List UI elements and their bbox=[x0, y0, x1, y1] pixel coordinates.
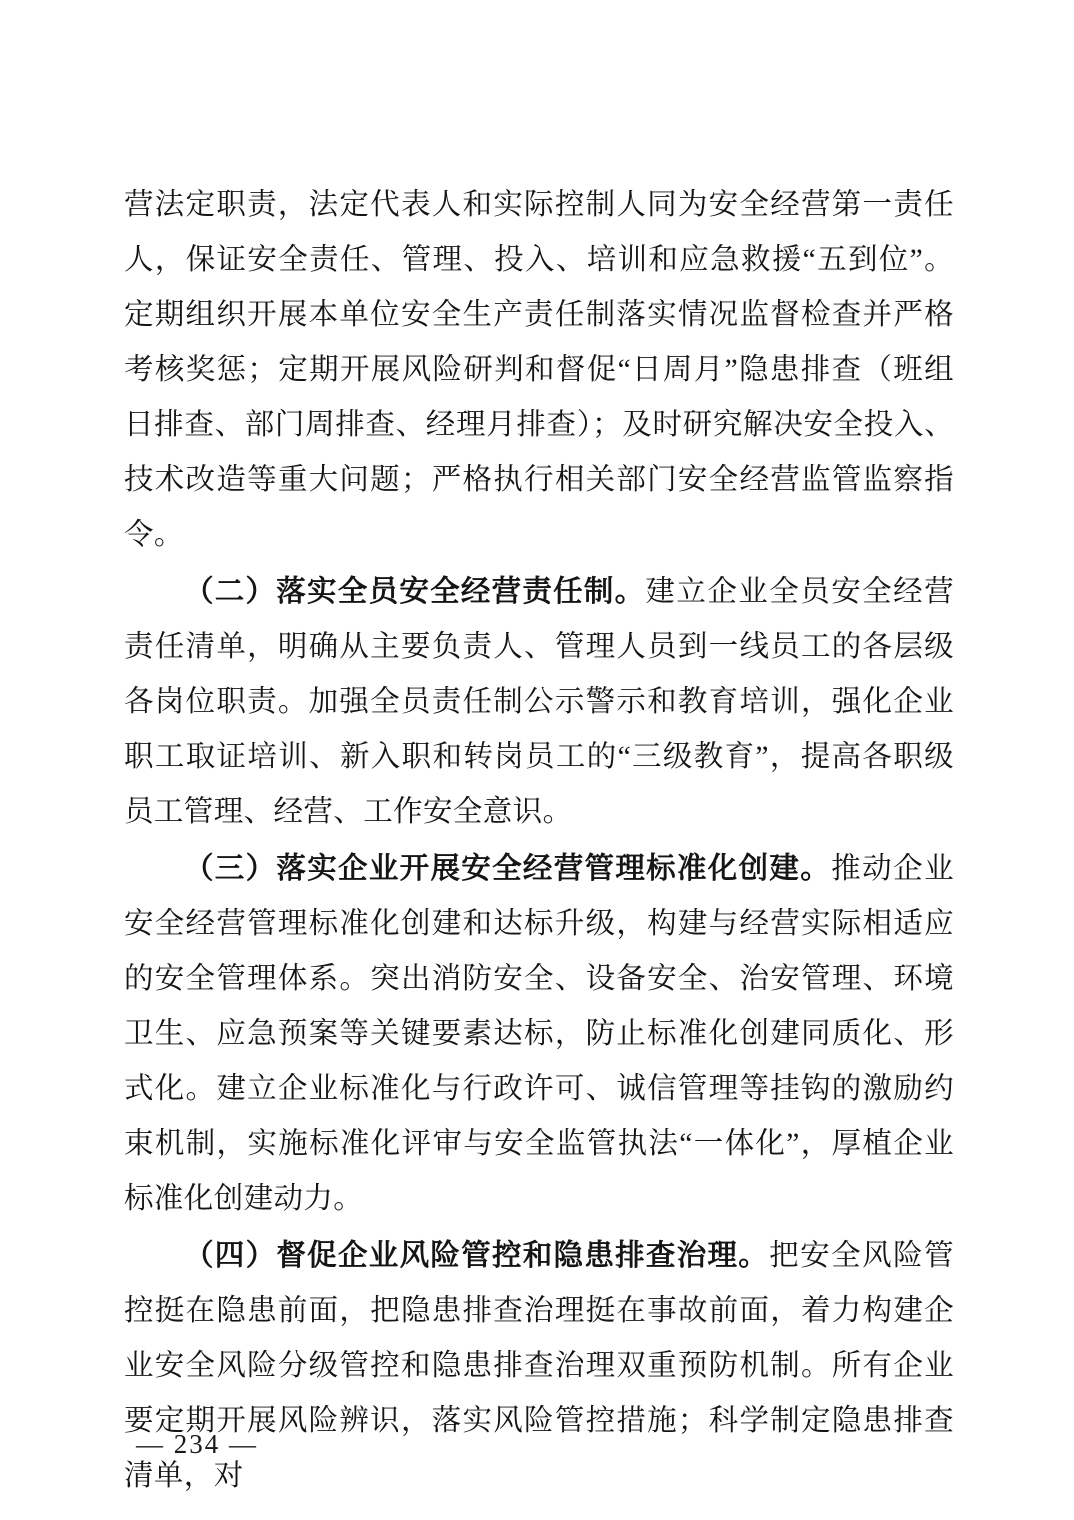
paragraph-item-3 bbox=[124, 840, 954, 1227]
paragraph-heading: （三）落实企业开展安全经营管理标准化创建。 bbox=[184, 850, 832, 885]
paragraph-continuation bbox=[124, 178, 954, 563]
page-number: — 234 — bbox=[136, 1429, 258, 1459]
paragraph-item-2 bbox=[124, 563, 954, 840]
paragraph-heading: （四）督促企业风险管控和隐患排查治理。 bbox=[184, 1237, 770, 1272]
paragraph-text: 建立企业全员安全经营责任清单，明确从主要负责人、管理人员到一线员工的各层级各岗位职责。加强全员责任制公示警示和教育培训，强化企业职工取证培训、新入职和转岗员工的“三级教育”，提高各职级员工管理、经营、工作安全意识。 bbox=[124, 576, 954, 828]
paragraph-item-4 bbox=[124, 1227, 954, 1504]
page-footer bbox=[0, 1429, 1074, 1460]
page-body bbox=[124, 178, 954, 1504]
paragraph-text: 推动企业安全经营管理标准化创建和达标升级，构建与经营实际相适应的安全管理体系。突出消防安全、设备安全、治安管理、环境卫生、应急预案等关键要素达标，防止标准化创建同质化、形式化。建立企业标准化与行政许可、诚信管理等挂钩的激励约束机制，实施标准化评审与安全监管执法“一体化”，厚植企业标准化创建动力。 bbox=[124, 853, 954, 1215]
paragraph-text: 营法定职责，法定代表人和实际控制人同为安全经营第一责任人，保证安全责任、管理、投入、培训和应急救援“五到位”。定期组织开展本单位安全生产责任制落实情况监督检查并严格考核奖惩；定期开展风险研判和督促“日周月”隐患排查（班组日排查、部门周排查、经理月排查）；及时研究解决安全投入、技术改造等重大问题；严格执行相关部门安全经营监管监察指令。 bbox=[124, 189, 954, 551]
paragraph-heading: （二）落实全员安全经营责任制。 bbox=[184, 573, 646, 608]
paragraph-text: 把安全风险管控挺在隐患前面，把隐患排查治理挺在事故前面，着力构建企业安全风险分级管控和隐患排查治理双重预防机制。所有企业要定期开展风险辨识，落实风险管控措施；科学制定隐患排查清单，对 bbox=[124, 1240, 954, 1492]
